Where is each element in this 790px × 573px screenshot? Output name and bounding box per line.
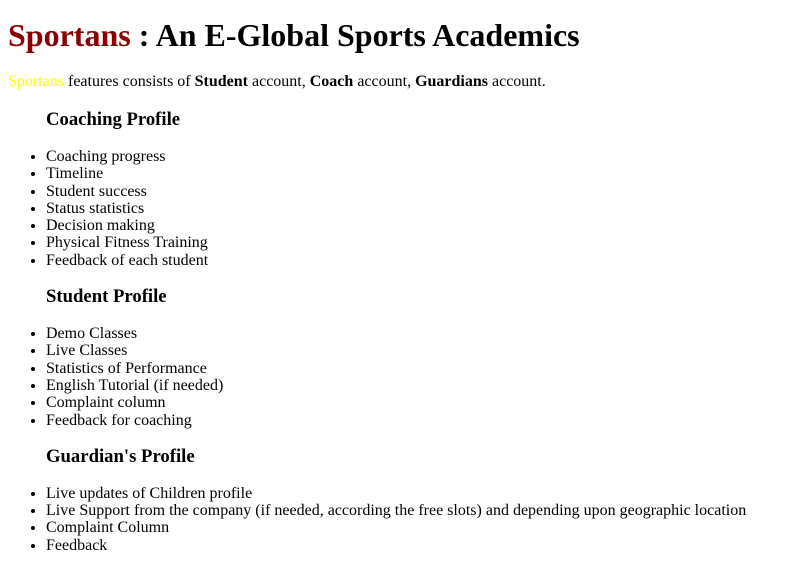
page-title <box>8 0 782 55</box>
list-item: • Complaint Column <box>46 519 782 536</box>
intro-text-3: account, <box>353 73 416 90</box>
brand-name: Sportans <box>8 17 131 53</box>
list-item: • Live updates of Children profile <box>46 485 782 502</box>
list-item: • English Tutorial (if needed) <box>46 377 782 394</box>
list-item: • Feedback <box>46 537 782 554</box>
intro-text-1: features consists of <box>64 73 195 90</box>
intro-paragraph <box>8 72 782 92</box>
list-item: • Feedback for coaching <box>46 412 782 429</box>
list-item: • Status statistics <box>46 200 782 217</box>
coaching-profile-heading: Coaching Profile <box>46 109 181 130</box>
list-item: • Coaching progress <box>46 148 782 165</box>
intro-text-4: account. <box>487 73 546 90</box>
intro-student: Student <box>194 73 248 90</box>
list-item: • Complaint column <box>46 394 782 411</box>
list-item: • Statistics of Performance <box>46 360 782 377</box>
intro-text-2: account, <box>248 73 310 90</box>
list-item: • Physical Fitness Training <box>46 234 782 251</box>
intro-brand: Sportans <box>8 73 64 90</box>
list-item: • Demo Classes <box>46 325 782 342</box>
list-item: • Timeline <box>46 165 782 182</box>
list-item: • Live Classes <box>46 342 782 359</box>
title-subtitle: : An E-Global Sports Academics <box>130 17 580 53</box>
guardian-profile-list <box>8 485 782 554</box>
list-item: • Feedback of each student <box>46 252 782 269</box>
list-item: • Decision making <box>46 217 782 234</box>
list-item: • Live Support from the company (if needed, according the free slots) and depending upon geographic location <box>46 502 782 519</box>
intro-coach: Coach <box>309 73 354 90</box>
list-item: • Student success <box>46 183 782 200</box>
student-profile-list <box>8 325 782 429</box>
student-profile-heading: Student Profile <box>46 286 167 308</box>
intro-guardians: Guardians <box>415 73 488 90</box>
guardian-profile-heading: Guardian's Profile <box>46 445 195 467</box>
coaching-profile-list <box>8 148 782 269</box>
